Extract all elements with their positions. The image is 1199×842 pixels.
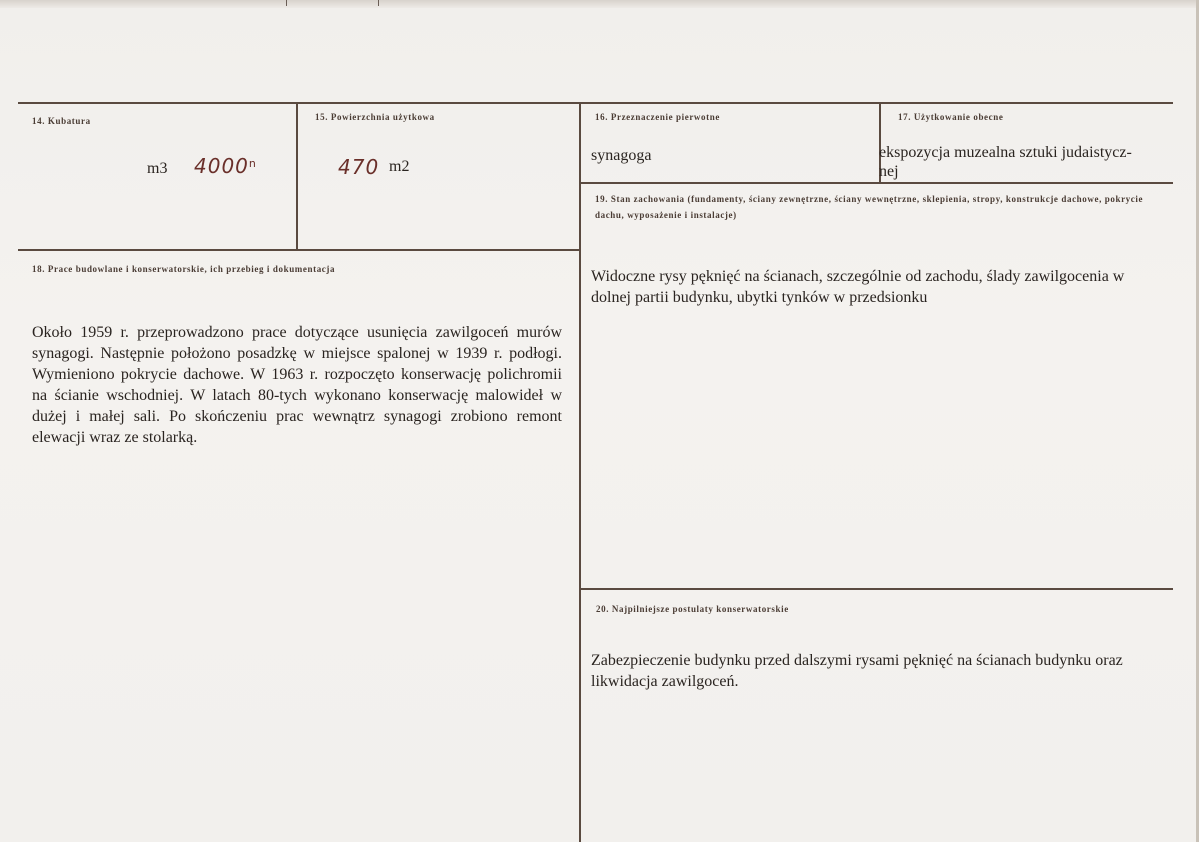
card-top-edge <box>0 0 1199 8</box>
row-divider-right-middle <box>580 182 1173 184</box>
section-20-text: Zabezpieczenie budynku przed dalszymi rysami pęknięć na ścianach budynku oraz likwidacja zawilgoceń. <box>591 652 1123 690</box>
section-16-label: 16. Przeznaczenie pierwotne <box>595 112 720 122</box>
section-17-value: ekspozycja muzealna sztuki judaistycz-nej <box>879 144 1132 180</box>
column-divider-main <box>579 102 581 842</box>
section-17-label: 17. Użytkowanie obecne <box>898 112 1004 122</box>
section-15-unit: m2 <box>389 158 410 175</box>
row-divider-right-lower <box>580 588 1173 590</box>
section-16-value: synagoga <box>591 147 652 164</box>
section-18-label: 18. Prace budowlane i konserwatorskie, ich przebieg i dokumentacja <box>32 264 336 274</box>
section-19-label: 19. Stan zachowania (fundamenty, ściany zewnętrzne, ściany wewnętrzne, sklepienia, stropy, konstrukcje dachowe, pokrycie dachu, wyposażenie i instalacje) <box>595 194 1144 220</box>
section-14-unit: m3 <box>147 160 168 177</box>
section-14-handwritten-value: 4000$^n$ <box>194 154 257 178</box>
section-18-text: Około 1959 r. przeprowadzono prace dotyczące usunięcia zawilgoceń murów synagogi. Następnie położono posadzkę w miejsce spalonej w 1939 r. podłogi. Wymieniono pokrycie dachowe. W 1963 r. rozpoczęto konserwację polichromii na ścianie wschodniej. W latach 80-tych wykonano konserwację malowideł w dużej i małej sali. Po skończeniu prac wewnątrz synagogi zrobiono remont elewacji wraz ze stolarką. <box>32 324 562 446</box>
section-14-label: 14. Kubatura <box>32 116 91 126</box>
row-divider-left-middle <box>18 249 581 251</box>
row-divider-top <box>18 102 1173 104</box>
column-divider-14-15 <box>296 102 298 250</box>
section-15-label: 15. Powierzchnia użytkowa <box>315 112 435 122</box>
top-tick-mark <box>286 0 287 6</box>
section-15-handwritten-value: 470 <box>338 155 380 179</box>
section-19-text: Widoczne rysy pęknięć na ścianach, szczególnie od zachodu, ślady zawilgocenia w dolnej partii budynku, ubytki tynków w przedsionku <box>591 268 1125 306</box>
top-tick-mark <box>378 0 379 6</box>
section-20-label: 20. Najpilniejsze postulaty konserwatorskie <box>596 604 789 614</box>
